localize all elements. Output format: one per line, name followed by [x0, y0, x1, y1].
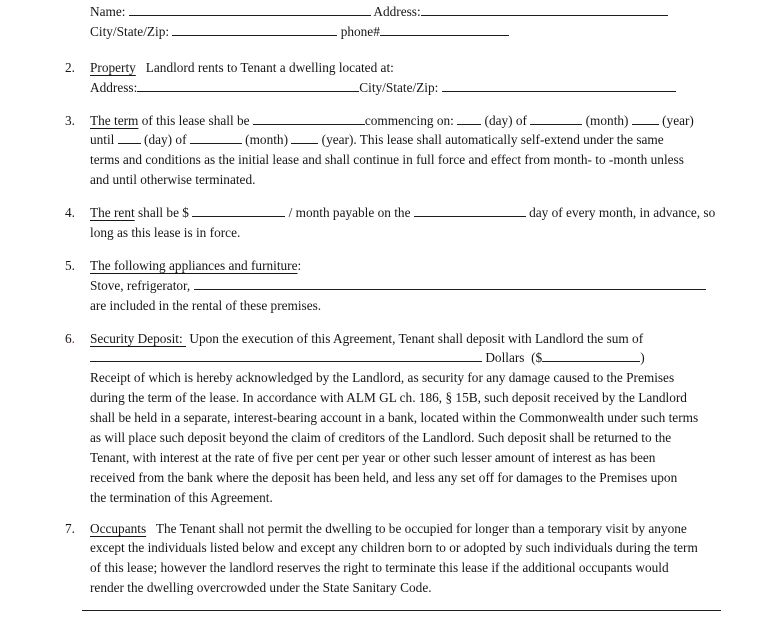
text-line: terms and conditions as the initial lease and shall continue in full force and effect from month- to -month unless — [90, 152, 684, 168]
blank-field — [82, 605, 721, 611]
blank-field — [192, 205, 285, 217]
item-number: 6. — [65, 330, 75, 346]
text-line: Security Deposit: Upon the execution of this Agreement, Tenant shall deposit with Landlord the sum of — [90, 330, 644, 346]
item-number: 5. — [65, 257, 75, 273]
text-line: The term of this lease shall be commencing on: (day) of (month) (year) — [90, 112, 694, 128]
blank-field — [291, 132, 318, 144]
text-line: received from the bank where the deposit has been held, and less any set off for damages to the Premises upon — [90, 469, 678, 485]
text-line: Occupants The Tenant shall not permit the dwelling to be occupied for longer than a temporary visit by anyone — [90, 520, 687, 536]
blank-field — [129, 4, 371, 16]
blank-field — [194, 278, 706, 290]
item-number: 4. — [65, 205, 75, 221]
section-7 — [65, 519, 720, 599]
text-line: Address: City/State/Zip: — [90, 78, 720, 98]
item-number: 2. — [65, 59, 75, 75]
blank-field — [421, 4, 668, 16]
blank-field — [380, 24, 509, 36]
section-3 — [65, 111, 720, 191]
text-line: render the dwelling overcrowded under the State Sanitary Code. — [90, 580, 432, 596]
blank-field — [442, 80, 676, 92]
blank-field — [457, 113, 481, 125]
text-line: City/State/Zip: phone# — [90, 22, 720, 42]
text-line: are included in the rental of these premises. — [90, 297, 322, 313]
blank-field — [90, 350, 482, 362]
text-line: of this lease; however the landlord reserves the right to terminate this lease if the additional occupants would — [90, 560, 669, 576]
blank-field — [137, 80, 359, 92]
text-line: Property Landlord rents to Tenant a dwelling located at: — [90, 59, 394, 75]
section-2 — [65, 58, 720, 98]
text-line: long as this lease is in force. — [90, 225, 241, 241]
underlined-heading: Occupants — [90, 520, 147, 536]
text-line: and until otherwise terminated. — [90, 172, 256, 188]
text-line — [90, 602, 720, 612]
blank-field — [118, 132, 141, 144]
underlined-heading: The term — [90, 112, 139, 128]
underlined-heading: Property — [90, 59, 136, 75]
text-line: Tenant, with interest at the rate of five per cent per year or other such lesser amount of interest as has been — [90, 449, 656, 465]
blank-field — [530, 113, 582, 125]
blank-field — [253, 113, 365, 125]
blank-field — [542, 350, 640, 362]
text-line: the termination of this Agreement. — [90, 489, 273, 505]
blank-field — [414, 205, 526, 217]
text-line: Stove, refrigerator, — [90, 276, 720, 296]
text-line: shall be held in a separate, interest-bearing account in a bank, located within the Commonwealth under such terms — [90, 410, 699, 426]
text-line: Name: Address: — [90, 2, 720, 22]
section-4 — [65, 203, 720, 243]
blank-field — [190, 132, 242, 144]
section-5 — [65, 256, 720, 316]
red-period: . — [71, 330, 75, 346]
text-line: Dollars ($ ) — [90, 348, 720, 368]
item-number: 7. — [65, 520, 75, 536]
header-fields — [90, 2, 720, 42]
item-number: 3. — [65, 112, 75, 128]
section-6 — [65, 329, 720, 508]
text-line: until (day) of (month) (year). This lease shall automatically self-extend under the same — [90, 132, 664, 148]
text-line: except the individuals listed below and except any children born to or adopted by such individuals during the term — [90, 540, 698, 556]
blank-field — [632, 113, 659, 125]
underlined-heading: Security Deposit: — [90, 330, 187, 346]
underlined-heading: The following appliances and furniture — [90, 257, 298, 273]
blank-field — [172, 24, 337, 36]
footer-rule — [90, 602, 720, 612]
text-line: The following appliances and furniture: — [90, 257, 302, 273]
underlined-heading: The rent — [90, 205, 135, 221]
text-line: during the term of the lease. In accordance with ALM GL ch. 186, § 15B, such deposit received by the Landlord — [90, 390, 687, 406]
text-line: The rent shall be $ / month payable on the day of every month, in advance, so — [90, 205, 716, 221]
text-line: Receipt of which is hereby acknowledged by the Landlord, as security for any damage caused to the Premises — [90, 370, 675, 386]
text-line: as will place such deposit beyond the claim of creditors of the Landlord. Such deposit shall be returned to the — [90, 430, 672, 446]
